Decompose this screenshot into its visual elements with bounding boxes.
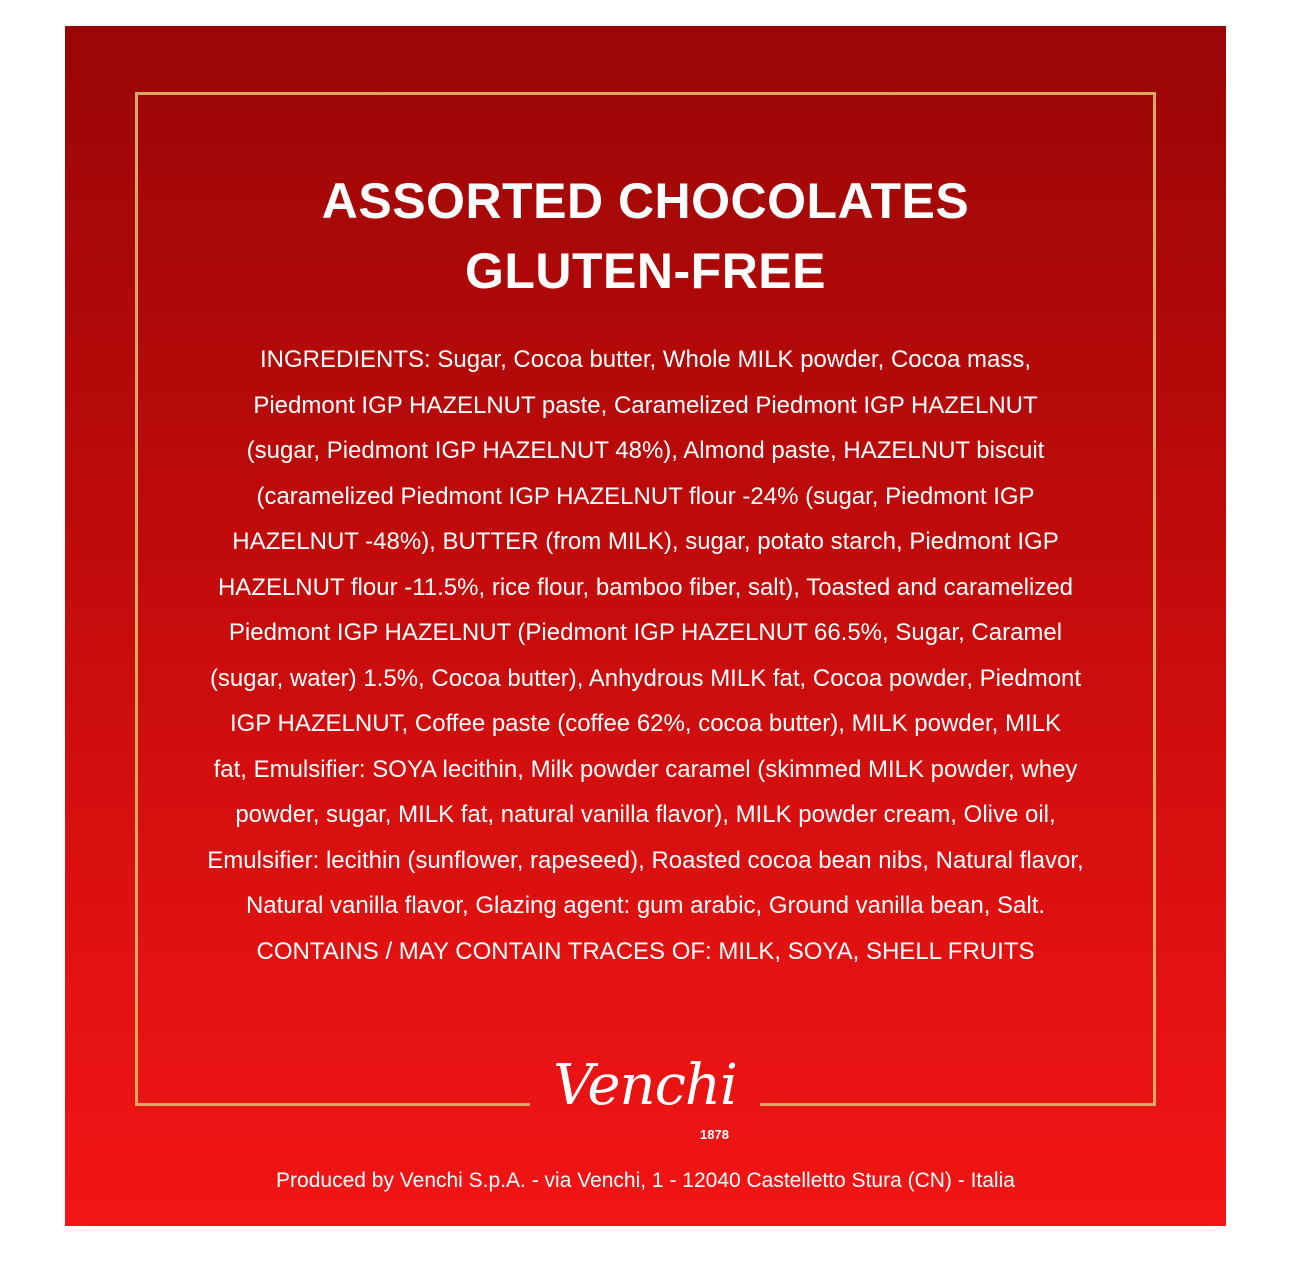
ingredients-line: (sugar, Piedmont IGP HAZELNUT 48%), Almond paste, HAZELNUT biscuit [246,437,1045,464]
ingredients-line: (caramelized Piedmont IGP HAZELNUT flour -24% (sugar, Piedmont IGP [256,482,1035,510]
ingredients-line: HAZELNUT flour -11.5%, rice flour, bamboo fiber, salt), Toasted and caramelized [217,573,1074,601]
gold-frame-bottom-right [760,1103,1156,1106]
ingredients-line: INGREDIENTS: Sugar, Cocoa butter, Whole MILK powder, Cocoa mass, [260,346,1031,373]
gold-frame-bottom-left [135,1103,530,1106]
product-title-line-1: ASSORTED CHOCOLATES [321,173,970,229]
package-label-panel [65,26,1226,1226]
ingredients-line: (sugar, water) 1.5%, Cocoa butter), Anhydrous MILK fat, Cocoa powder, Piedmont [209,664,1082,692]
ingredients-line: Piedmont IGP HAZELNUT (Piedmont IGP HAZELNUT 66.5%, Sugar, Caramel [228,619,1063,646]
producer-address: Produced by Venchi S.p.A. - via Venchi, 1 - 12040 Castelletto Stura (CN) - Italia [276,1169,1015,1192]
ingredients-line: Emulsifier: lecithin (sunflower, rapeseed), Roasted cocoa bean nibs, Natural flavor, [207,846,1084,874]
venchi-logo [540,1041,750,1156]
ingredients-line: IGP HAZELNUT, Coffee paste (coffee 62%, cocoa butter), MILK powder, MILK [229,710,1062,737]
ingredients-line: fat, Emulsifier: SOYA lecithin, Milk powder caramel (skimmed MILK powder, whey [213,755,1078,783]
ingredients-line: powder, sugar, MILK fat, natural vanilla flavor), MILK powder cream, Olive oil, [235,801,1056,828]
ingredients-text [155,337,1136,974]
ingredients-line: HAZELNUT -48%), BUTTER (from MILK), sugar, potato starch, Piedmont IGP [232,528,1059,555]
ingredients-line: Piedmont IGP HAZELNUT paste, Caramelized Piedmont IGP HAZELNUT [253,391,1038,419]
brand-wordmark: Venchi [553,1053,737,1118]
product-title [65,166,1226,306]
brand-year: 1878 [700,1127,729,1142]
ingredients-line: Natural vanilla flavor, Glazing agent: gum arabic, Ground vanilla bean, Salt. [245,892,1046,919]
allergen-warning: CONTAINS / MAY CONTAIN TRACES OF: MILK, SOYA, SHELL FRUITS [256,937,1035,965]
product-title-line-2: GLUTEN-FREE [464,243,827,299]
